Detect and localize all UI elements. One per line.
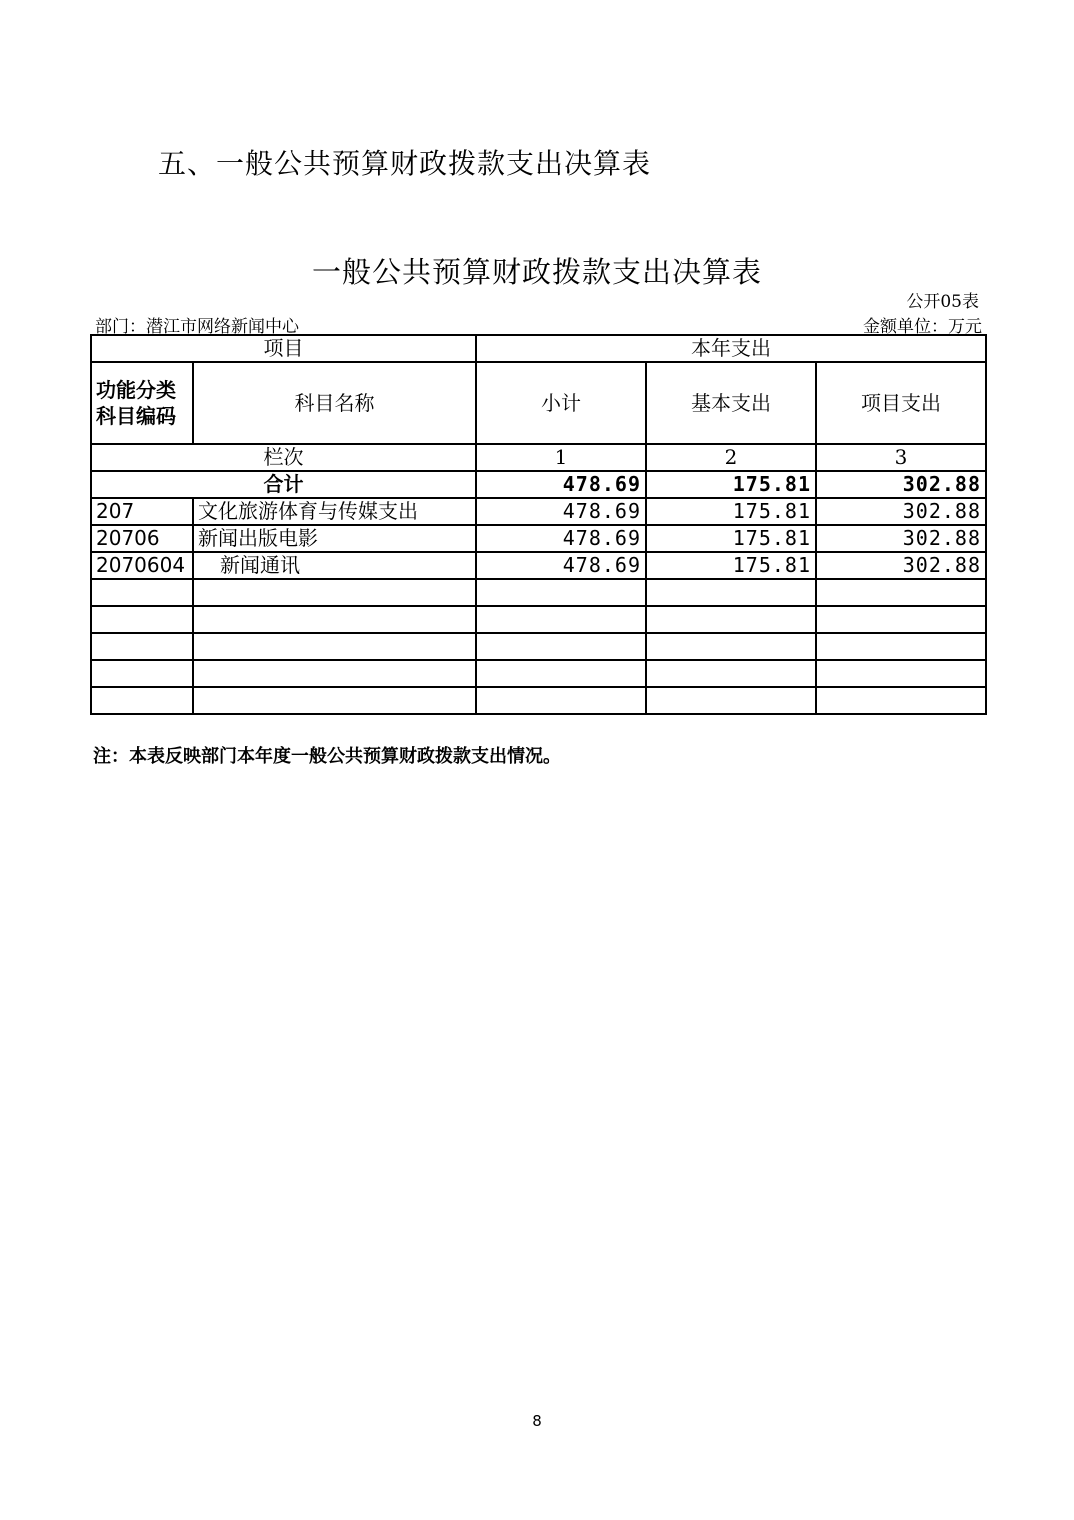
row-code: 20706 <box>91 525 193 552</box>
header-project: 项目支出 <box>816 362 986 444</box>
empty-row <box>91 633 986 660</box>
empty-cell <box>816 633 986 660</box>
empty-cell <box>91 633 193 660</box>
row-code: 2070604 <box>91 552 193 579</box>
empty-cell <box>193 633 476 660</box>
expenditure-table <box>90 334 987 715</box>
empty-cell <box>193 687 476 714</box>
empty-cell <box>476 687 646 714</box>
row-basic: 175.81 <box>646 525 816 552</box>
total-row <box>91 471 986 498</box>
empty-cell <box>646 660 816 687</box>
row-project: 302.88 <box>816 525 986 552</box>
empty-cell <box>193 660 476 687</box>
empty-cell <box>91 660 193 687</box>
empty-row <box>91 579 986 606</box>
header-current-year: 本年支出 <box>476 335 986 362</box>
empty-cell <box>646 687 816 714</box>
total-basic: 175.81 <box>646 471 816 498</box>
table-row <box>91 498 986 525</box>
row-project: 302.88 <box>816 552 986 579</box>
row-subtotal: 478.69 <box>476 552 646 579</box>
empty-cell <box>193 579 476 606</box>
header-row-2 <box>91 362 986 444</box>
empty-cell <box>91 687 193 714</box>
column-index-label: 栏次 <box>91 444 476 471</box>
empty-row <box>91 660 986 687</box>
empty-cell <box>476 606 646 633</box>
empty-cell <box>816 687 986 714</box>
page-number: 8 <box>532 1412 542 1430</box>
table-row <box>91 525 986 552</box>
header-subject-name: 科目名称 <box>193 362 476 444</box>
empty-cell <box>476 579 646 606</box>
header-basic: 基本支出 <box>646 362 816 444</box>
table-row <box>91 552 986 579</box>
row-name: 文化旅游体育与传媒支出 <box>193 498 476 525</box>
empty-cell <box>646 606 816 633</box>
header-code-line1: 功能分类 <box>96 378 176 402</box>
empty-cell <box>476 633 646 660</box>
row-subtotal: 478.69 <box>476 498 646 525</box>
total-label: 合计 <box>91 471 476 498</box>
row-project: 302.88 <box>816 498 986 525</box>
row-name: 新闻出版电影 <box>193 525 476 552</box>
empty-cell <box>476 660 646 687</box>
form-number: 公开05表 <box>906 292 979 312</box>
empty-cell <box>91 606 193 633</box>
table-title: 一般公共预算财政拨款支出决算表 <box>311 255 762 289</box>
row-name: 新闻通讯 <box>193 552 476 579</box>
empty-cell <box>816 606 986 633</box>
amount-unit-label: 金额单位：万元 <box>863 317 982 337</box>
column-index-2: 2 <box>646 444 816 471</box>
empty-row <box>91 687 986 714</box>
row-code: 207 <box>91 498 193 525</box>
row-basic: 175.81 <box>646 498 816 525</box>
column-index-row <box>91 444 986 471</box>
total-subtotal: 478.69 <box>476 471 646 498</box>
empty-cell <box>193 606 476 633</box>
empty-cell <box>816 660 986 687</box>
header-item: 项目 <box>91 335 476 362</box>
header-code-line2: 科目编码 <box>96 404 176 428</box>
column-index-1: 1 <box>476 444 646 471</box>
department-label: 部门：潜江市网络新闻中心 <box>95 317 299 337</box>
header-subtotal: 小计 <box>476 362 646 444</box>
empty-cell <box>646 633 816 660</box>
empty-cell <box>816 579 986 606</box>
header-code <box>91 362 193 444</box>
column-index-3: 3 <box>816 444 986 471</box>
header-row-1 <box>91 335 986 362</box>
total-project: 302.88 <box>816 471 986 498</box>
empty-cell <box>91 579 193 606</box>
row-subtotal: 478.69 <box>476 525 646 552</box>
row-basic: 175.81 <box>646 552 816 579</box>
empty-cell <box>646 579 816 606</box>
empty-row <box>91 606 986 633</box>
table-note: 注：本表反映部门本年度一般公共预算财政拨款支出情况。 <box>93 746 561 767</box>
section-title: 五、一般公共预算财政拨款支出决算表 <box>158 147 652 180</box>
